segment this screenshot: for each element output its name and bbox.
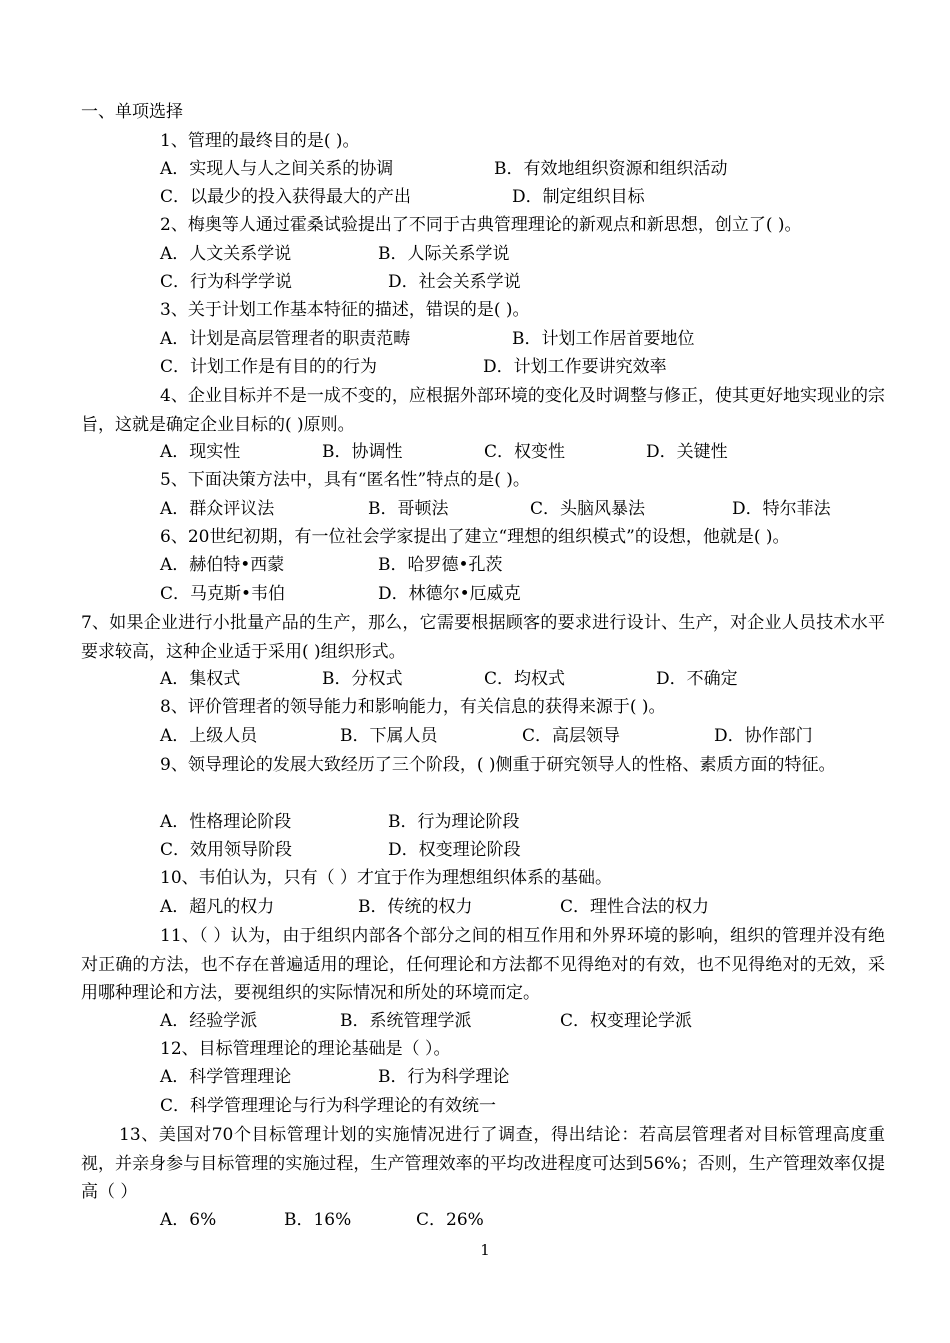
option-b: B．16% — [284, 1210, 352, 1230]
option-a: A．超凡的权力 — [160, 897, 275, 917]
option-c: C．马克斯•韦伯 — [160, 584, 286, 604]
question-6-options-row-2 — [160, 583, 880, 605]
question-7-stem: 7、如果企业进行小批量产品的生产，那么，它需要根据顾客的要求进行设计、生产，对企业人员技术水平要求较高，这种企业适于采用( )组织形式。 — [81, 613, 885, 662]
option-c: C．权变性 — [484, 442, 566, 462]
question-13-stem: 13、美国对70个目标管理计划的实施情况进行了调查，得出结论：若高层管理者对目标管理高度重视，并亲身参与目标管理的实施过程，生产管理效率的平均改进程度可达到56%；否则，生产管理效率仅提高（ ） — [81, 1125, 885, 1202]
option-a: A．现实性 — [160, 442, 241, 462]
question-1-options-row-1 — [160, 158, 880, 180]
option-b: B．分权式 — [322, 669, 403, 689]
option-c: C．高层领导 — [522, 726, 621, 746]
question-11-options — [160, 1010, 880, 1032]
option-a: A．实现人与人之间关系的协调 — [160, 159, 394, 179]
question-6-stem: 6、20世纪初期，有一位社会学家提出了建立“理想的组织模式”的设想，他就是( )。 — [160, 527, 790, 547]
question-3-stem: 3、关于计划工作基本特征的描述，错误的是( )。 — [160, 300, 530, 320]
option-a: A．科学管理理论 — [160, 1067, 292, 1087]
page-number: 1 — [480, 1241, 490, 1259]
option-d: D．林德尔•厄威克 — [378, 584, 521, 604]
option-b: B．协调性 — [322, 442, 403, 462]
option-c: C．效用领导阶段 — [160, 840, 293, 860]
option-c: C．科学管理理论与行为科学理论的有效统一 — [160, 1096, 497, 1116]
option-d: D．社会关系学说 — [388, 272, 521, 292]
question-9-stem: 9、领导理论的发展大致经历了三个阶段，( )侧重于研究领导人的性格、素质方面的特征。 — [160, 755, 836, 775]
option-d: D．制定组织目标 — [512, 187, 645, 207]
option-d: D．不确定 — [656, 669, 738, 689]
option-b: B．计划工作居首要地位 — [512, 329, 695, 349]
question-11-stem: 11、（ ）认为，由于组织内部各个部分之间的相互作用和外界环境的影响，组织的管理并没有绝对正确的方法，也不存在普遍适用的理论，任何理论和方法都不见得绝对的有效，也不见得绝对的无效，采用哪种理论和方法，要视组织的实际情况和所处的环境而定。 — [81, 926, 885, 1003]
option-c: C．26% — [416, 1210, 484, 1230]
question-4-options — [160, 441, 880, 463]
question-2-stem: 2、梅奥等人通过霍桑试验提出了不同于古典管理理论的新观点和新思想，创立了( )。 — [160, 215, 802, 235]
option-b: B．哈罗德•孔茨 — [378, 555, 503, 575]
question-5-stem: 5、下面决策方法中，具有“匿名性”特点的是( )。 — [160, 470, 530, 490]
question-3-options-row-1 — [160, 328, 880, 350]
question-5-options — [160, 498, 880, 520]
question-6-options-row-1 — [160, 554, 880, 576]
option-b: B．有效地组织资源和组织活动 — [494, 159, 728, 179]
option-c: C．权变理论学派 — [560, 1011, 693, 1031]
option-c: C．均权式 — [484, 669, 566, 689]
option-c: C．理性合法的权力 — [560, 897, 710, 917]
option-a: A．集权式 — [160, 669, 241, 689]
option-d: D．特尔菲法 — [732, 499, 831, 519]
question-1-stem: 1、管理的最终目的是( )。 — [160, 131, 360, 151]
question-4-stem: 4、企业目标并不是一成不变的，应根据外部环境的变化及时调整与修正，使其更好地实现业的宗旨，这就是确定企业目标的( )原则。 — [81, 386, 885, 435]
option-b: B．人际关系学说 — [378, 244, 510, 264]
option-a: A．经验学派 — [160, 1011, 258, 1031]
question-7-options — [160, 668, 880, 690]
option-c: C．以最少的投入获得最大的产出 — [160, 187, 412, 207]
question-10-options — [160, 896, 880, 918]
question-9-options-row-2 — [160, 839, 880, 861]
option-c: C．头脑风暴法 — [530, 499, 646, 519]
option-b: B．哥顿法 — [368, 499, 449, 519]
option-a: A．赫伯特•西蒙 — [160, 555, 285, 575]
option-a: A．上级人员 — [160, 726, 258, 746]
option-c: C．行为科学学说 — [160, 272, 293, 292]
question-13-options — [160, 1209, 880, 1231]
question-12-stem: 12、目标管理理论的理论基础是（ ）。 — [160, 1039, 451, 1059]
option-b: B．行为科学理论 — [378, 1067, 510, 1087]
question-8-options — [160, 725, 880, 747]
question-2-options-row-1 — [160, 243, 880, 265]
option-a: A．6% — [160, 1210, 217, 1230]
option-d: D．协作部门 — [714, 726, 813, 746]
question-8-stem: 8、评价管理者的领导能力和影响能力，有关信息的获得来源于( )。 — [160, 697, 666, 717]
question-9-options-row-1 — [160, 811, 880, 833]
option-d: D．关键性 — [646, 442, 728, 462]
option-b: B．传统的权力 — [358, 897, 473, 917]
option-b: B．下属人员 — [340, 726, 438, 746]
option-d: D．计划工作要讲究效率 — [483, 357, 667, 377]
option-d: D．权变理论阶段 — [388, 840, 521, 860]
question-12-options-row-2 — [160, 1095, 880, 1117]
option-c: C．计划工作是有目的的行为 — [160, 357, 378, 377]
question-1-options-row-2 — [160, 186, 880, 208]
option-a: A．计划是高层管理者的职责范畴 — [160, 329, 411, 349]
section-title: 一、单项选择 — [81, 102, 183, 122]
option-a: A．人文关系学说 — [160, 244, 292, 264]
option-b: B．系统管理学派 — [340, 1011, 472, 1031]
option-a: A．群众评议法 — [160, 499, 275, 519]
option-b: B．行为理论阶段 — [388, 812, 520, 832]
option-a: A．性格理论阶段 — [160, 812, 292, 832]
question-10-stem: 10、韦伯认为，只有（ ）才宜于作为理想组织体系的基础。 — [160, 868, 613, 888]
question-3-options-row-2 — [160, 356, 880, 378]
question-12-options-row-1 — [160, 1066, 880, 1088]
question-2-options-row-2 — [160, 271, 880, 293]
